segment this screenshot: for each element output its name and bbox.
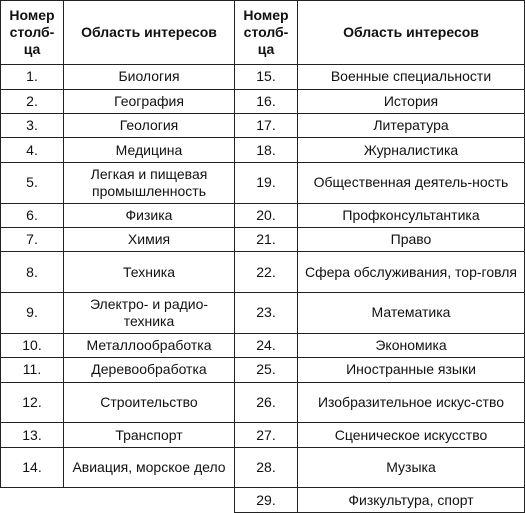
row-area-left: Металлообработка	[64, 333, 235, 357]
table-row	[1, 382, 525, 423]
row-number-right: 17.	[235, 113, 298, 137]
row-number-right: 22.	[235, 252, 298, 293]
row-number-left: 12.	[1, 382, 64, 423]
row-number-left: 4.	[1, 138, 64, 162]
row-number-right: 24.	[235, 333, 298, 357]
table-row	[1, 113, 525, 137]
row-area-right: Математика	[298, 293, 525, 334]
row-area-right: Журналистика	[298, 138, 525, 162]
table-row	[1, 203, 525, 227]
row-number-left: 14.	[1, 447, 64, 488]
row-area-left: Строительство	[64, 382, 235, 423]
row-number-left: 5.	[1, 162, 64, 203]
row-area-right: История	[298, 89, 525, 113]
empty-cell	[1, 488, 235, 513]
row-number-left: 2.	[1, 89, 64, 113]
row-area-right: Профконсультантика	[298, 203, 525, 227]
row-number-left: 1.	[1, 65, 64, 89]
row-number-left: 7.	[1, 227, 64, 251]
row-area-left: География	[64, 89, 235, 113]
row-area-left: Техника	[64, 252, 235, 293]
table-row	[1, 138, 525, 162]
row-area-right: Иностранные языки	[298, 358, 525, 382]
row-area-right: Общественная деятель-ность	[298, 162, 525, 203]
row-number-left: 10.	[1, 333, 64, 357]
row-number-left: 6.	[1, 203, 64, 227]
row-number-left: 9.	[1, 293, 64, 334]
row-area-left: Электро- и радио-техника	[64, 293, 235, 334]
row-number-left: 3.	[1, 113, 64, 137]
row-number-right: 27.	[235, 423, 298, 447]
row-area-left: Деревообработка	[64, 358, 235, 382]
row-area-right: Экономика	[298, 333, 525, 357]
table-row	[1, 358, 525, 382]
row-area-left: Авиация, морское дело	[64, 447, 235, 488]
row-area-right: Право	[298, 227, 525, 251]
table-row	[1, 293, 525, 334]
table-row	[1, 447, 525, 488]
header-area-left: Область интересов	[64, 1, 235, 65]
row-number-right: 26.	[235, 382, 298, 423]
table-row	[1, 252, 525, 293]
row-number-right: 20.	[235, 203, 298, 227]
header-row	[1, 1, 525, 65]
row-number-left: 11.	[1, 358, 64, 382]
row-number-left: 8.	[1, 252, 64, 293]
row-area-right: Музыка	[298, 447, 525, 488]
row-number-left: 13.	[1, 423, 64, 447]
row-number-right: 16.	[235, 89, 298, 113]
row-number-right: 19.	[235, 162, 298, 203]
table-row	[1, 488, 525, 513]
table-row	[1, 162, 525, 203]
header-number-left: Номер столб-ца	[1, 1, 64, 65]
row-area-left: Биология	[64, 65, 235, 89]
row-number-right: 28.	[235, 447, 298, 488]
row-number-right: 21.	[235, 227, 298, 251]
header-area-right: Область интересов	[298, 1, 525, 65]
row-area-right: Изобразительное искус-ство	[298, 382, 525, 423]
table-row	[1, 423, 525, 447]
row-area-right: Сценическое искусство	[298, 423, 525, 447]
row-number-right: 23.	[235, 293, 298, 334]
row-area-left: Физика	[64, 203, 235, 227]
row-area-left: Медицина	[64, 138, 235, 162]
row-number-right: 18.	[235, 138, 298, 162]
table-row	[1, 89, 525, 113]
row-area-left: Транспорт	[64, 423, 235, 447]
row-area-left: Легкая и пищевая промышленность	[64, 162, 235, 203]
row-number-right: 15.	[235, 65, 298, 89]
table-row	[1, 333, 525, 357]
row-area-right: Физкультура, спорт	[298, 488, 525, 513]
row-area-left: Геология	[64, 113, 235, 137]
header-number-right: Номер столб-ца	[235, 1, 298, 65]
row-area-right: Военные специальности	[298, 65, 525, 89]
row-area-left: Химия	[64, 227, 235, 251]
row-number-right: 29.	[235, 488, 298, 513]
table-row	[1, 227, 525, 251]
row-area-right: Литература	[298, 113, 525, 137]
row-number-right: 25.	[235, 358, 298, 382]
table-row	[1, 65, 525, 89]
row-area-right: Сфера обслуживания, тор-говля	[298, 252, 525, 293]
